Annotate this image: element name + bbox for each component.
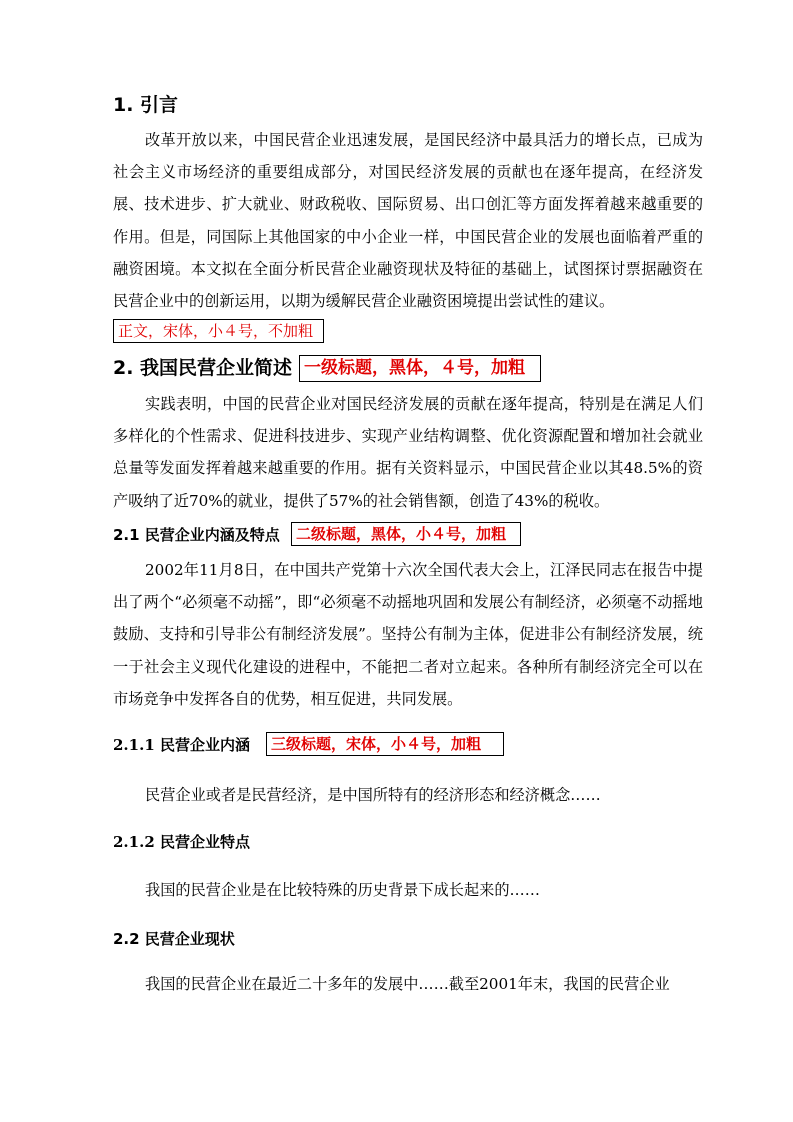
paragraph-section-2: 实践表明，中国的民营企业对国民经济发展的贡献在逐年提高，特别是在满足人们多样化的个性需求、促进科技进步、实现产业结构调整、优化资源配置和增加社会就业总量等发面发挥着越来越重要的作用。据有关资料显示，中国民营企业以其48.5%的资产吸纳了近70%的就业，提供了57%的社会销售额，创造了43%的税收。 [113, 395, 703, 510]
paragraph-section-2-1: 2002年11月8日，在中国共产党第十六次全国代表大会上，江泽民同志在报告中提出了两个“必须毫不动摇”，即“必须毫不动摇地巩固和发展公有制经济，必须毫不动摇地鼓励、支持和引导非公有制经济发展”。坚持公有制为主体，促进非公有制经济发展，统一于社会主义现代化建设的进程中，不能把二者对立起来。各种所有制经济完全可以在市场竞争中发挥各自的优势，相互促进，共同发展。 [113, 561, 703, 708]
heading-section-2: 2. 我国民营企业简述 [113, 357, 293, 379]
heading-section-2-2: 2.2 民营企业现状 [113, 930, 235, 948]
heading-introduction: 1. 引言 [113, 94, 179, 116]
heading-section-2-1-1: 2.1.1 民营企业内涵 [113, 736, 250, 754]
format-note-level-2-heading: 二级标题，黑体，小４号，加粗 [291, 522, 521, 546]
paragraph-section-2-2: 我国的民营企业在最近二十多年的发展中……截至2001年末，我国的民营企业 [145, 975, 670, 993]
heading-section-2-1: 2.1 民营企业内涵及特点 [113, 526, 280, 544]
format-note-body-text: 正文，宋体，小４号，不加粗 [113, 319, 324, 343]
paragraph-section-2-1-1: 民营企业或者是民营经济，是中国所特有的经济形态和经济概念…… [145, 786, 601, 804]
paragraph-section-2-1-2: 我国的民营企业是在比较特殊的历史背景下成长起来的…… [145, 881, 540, 899]
paragraph-introduction: 改革开放以来，中国民营企业迅速发展，是国民经济中最具活力的增长点，已成为社会主义市场经济的重要组成部分，对国民经济发展的贡献也在逐年提高，在经济发展、技术进步、扩大就业、财政税收、国际贸易、出口创汇等方面发挥着越来越重要的作用。但是，同国际上其他国家的中小企业一样，中国民营企业的发展也面临着严重的融资困境。本文拟在全面分析民营企业融资现状及特征的基础上，试图探讨票据融资在民营企业中的创新运用，以期为缓解民营企业融资困境提出尝试性的建议。 [113, 131, 703, 311]
format-note-level-1-heading: 一级标题，黑体，４号，加粗 [299, 355, 541, 382]
format-note-level-3-heading: 三级标题，宋体，小４号，加粗 [266, 732, 504, 756]
heading-section-2-1-2: 2.1.2 民营企业特点 [113, 833, 250, 851]
